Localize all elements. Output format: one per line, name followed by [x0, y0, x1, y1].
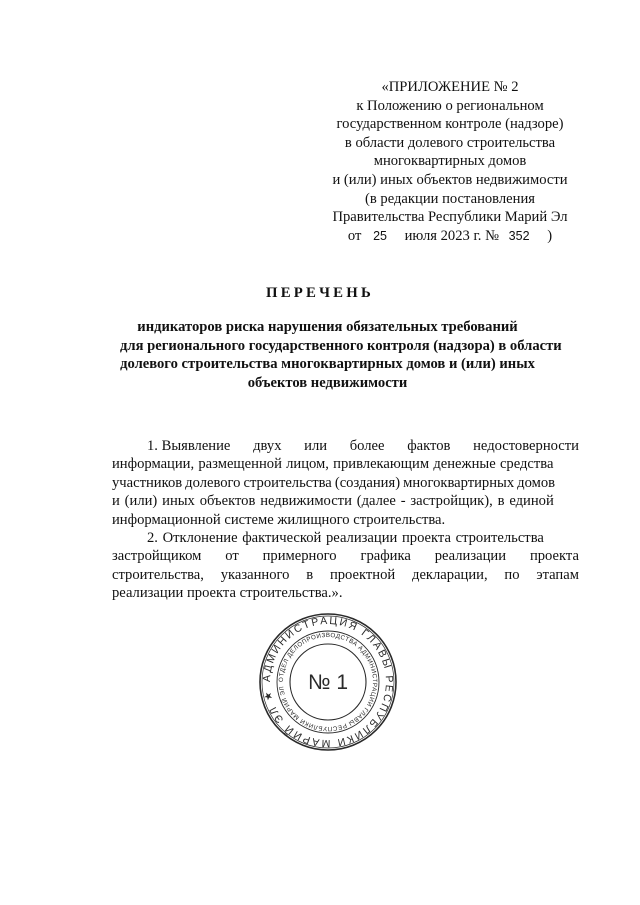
subtitle-line: для регионального государственного контроля (надзора) в области [120, 337, 562, 354]
word: проектной [329, 566, 396, 583]
stamp-number-label: № 1 [307, 671, 349, 694]
annex-date-line [300, 227, 600, 246]
date-prefix: от [347, 227, 362, 244]
annex-line: «ПРИЛОЖЕНИЕ № 2 [381, 79, 519, 95]
date-rest: июля 2023 г. № [404, 227, 500, 244]
word: недостоверности [473, 438, 579, 454]
word: по [504, 566, 520, 583]
subtitle-line: долевого строительства многоквартирных домов и (или) иных [120, 356, 535, 373]
item-2-line [112, 547, 579, 565]
word: этапам [536, 566, 579, 583]
word: указанного [220, 566, 290, 583]
word: фактов [407, 438, 451, 454]
item-1-line: и (или) иных объектов недвижимости (далее - застройщик), в единой [112, 493, 554, 510]
word: проекта [529, 548, 579, 565]
word: более [349, 438, 385, 454]
word: или [304, 438, 328, 454]
word: реализации [434, 548, 507, 565]
doc-number: 352 [508, 228, 530, 243]
annex-line: (в редакции постановления [365, 190, 535, 207]
annex-line: государственном контроле (надзоре) [336, 116, 564, 133]
document-title: ПЕРЕЧЕНЬ [266, 285, 374, 301]
item-1-line: участников долевого строительства (создания) многоквартирных домов [112, 474, 556, 491]
word: в [306, 566, 314, 583]
stamp-inner-text: ОТДЕЛ ДЕЛОПРОИЗВОДСТВА АДМИНИСТРАЦИИ ГЛАВЫ РЕСПУБЛИКИ МАРИЙ ЭЛ [277, 631, 379, 733]
item-1-first-line [112, 437, 579, 455]
date-day: 25 [373, 228, 387, 243]
item-2-last-line: реализации проекта строительства.». [112, 585, 343, 602]
date-close: ) [547, 227, 553, 244]
document-body [112, 437, 579, 603]
word: 1. Выявление [147, 438, 231, 454]
item-1-line: информации, размещенной лицом, привлекающим денежные средства [112, 456, 554, 473]
document-subtitle [120, 318, 562, 392]
annex-header [300, 78, 600, 245]
word: декларации, [412, 566, 488, 583]
subtitle-line: объектов недвижимости [247, 374, 408, 391]
word: графика [360, 548, 411, 565]
item-2-first-line: 2. Отклонение фактической реализации проекта строительства [147, 530, 544, 547]
item-1-last-line: информационной системе жилищного строительства. [112, 511, 446, 528]
item-2-line [112, 566, 579, 584]
annex-line: и (или) иных объектов недвижимости [332, 171, 568, 188]
annex-line: многоквартирных домов [373, 153, 527, 170]
annex-line: в области долевого строительства [344, 134, 556, 151]
subtitle-line: индикаторов риска нарушения обязательных требований [137, 319, 518, 335]
word: от [225, 548, 239, 565]
word: строительства, [112, 566, 204, 583]
word: двух [253, 438, 282, 454]
annex-line: Правительства Республики Марий Эл [332, 209, 568, 226]
stamp-outer-text: АДМИНИСТРАЦИЯ ГЛАВЫ РЕСПУБЛИКИ МАРИЙ ЭЛ ★ [260, 614, 396, 750]
word: застройщиком [112, 548, 202, 565]
word: примерного [262, 548, 337, 565]
annex-line: к Положению о региональном [356, 97, 544, 114]
official-stamp [258, 612, 398, 752]
